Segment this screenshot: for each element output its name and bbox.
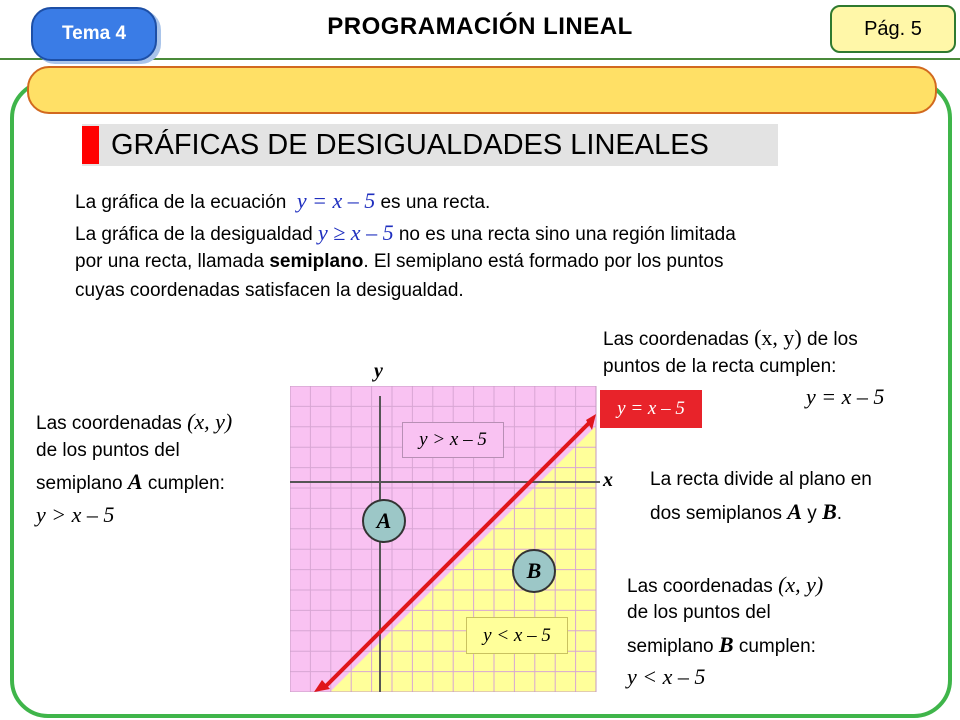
note-a-ineq: y > x – 5 [36, 502, 115, 527]
note-b-letter: B [718, 632, 734, 657]
note-line-text: Las coordenadas [603, 329, 749, 350]
note-divide-2 [650, 497, 842, 528]
note-line-2: puntos de la recta cumplen: [603, 356, 837, 377]
intro-line-4: cuyas coordenadas satisfacen la desigualdad. [75, 280, 464, 301]
intro-inequality: y ≥ x – 5 [317, 220, 394, 245]
note-b-3 [627, 630, 816, 661]
note-divide-b: B [822, 499, 837, 524]
note-divide-end: . [836, 503, 843, 524]
title-bullet [82, 126, 99, 164]
note-divide-and: y [807, 503, 817, 524]
section-title [82, 124, 778, 166]
note-a-1 [36, 407, 232, 438]
intro-line-3 [75, 247, 723, 276]
label-line-equation: y = x – 5 [600, 390, 702, 428]
intro-line-2 [75, 218, 736, 249]
intro-line2-prefix: La gráfica de la desigualdad [75, 224, 313, 245]
note-divide-a: A [787, 499, 802, 524]
intro-line3-suffix: . El semiplano está formado por los puntos [363, 251, 724, 272]
note-b-coords: (x, y) [778, 572, 824, 597]
intro-semiplano: semiplano [269, 251, 364, 272]
note-a-letter: A [127, 469, 143, 494]
yellow-bar [27, 66, 937, 114]
header-title: PROGRAMACIÓN LINEAL [327, 13, 633, 40]
intro-line3-prefix: por una recta, llamada [75, 251, 265, 272]
note-a-prefix: semiplano [36, 473, 123, 494]
note-divide-1: La recta divide al plano en [650, 469, 872, 490]
note-line-text-b: de los [807, 329, 858, 350]
intro-line-1 [75, 186, 490, 217]
note-a-suffix: cumplen: [147, 473, 225, 494]
section-title-text: GRÁFICAS DE DESIGUALDADES LINEALES [111, 128, 709, 161]
y-axis-label: y [374, 360, 383, 382]
x-axis-label: x [603, 469, 613, 491]
note-b-1 [627, 570, 823, 601]
note-line-coords: (x, y) [754, 325, 802, 350]
intro-equation: y = x – 5 [296, 188, 376, 213]
note-a-coords: (x, y) [187, 409, 233, 434]
note-a-text: Las coordenadas [36, 413, 182, 434]
note-line-1 [603, 323, 858, 354]
label-above-line: y > x – 5 [402, 422, 504, 458]
label-below-line: y < x – 5 [466, 617, 568, 654]
note-b-suffix: cumplen: [738, 636, 816, 657]
note-b-ineq: y < x – 5 [627, 664, 706, 689]
note-divide-prefix: dos semiplanos [650, 503, 783, 524]
note-b-prefix: semiplano [627, 636, 714, 657]
region-a-marker: A [362, 499, 406, 543]
note-a-3 [36, 467, 225, 498]
tema-badge: Tema 4 [31, 7, 157, 61]
note-b-text: Las coordenadas [627, 576, 773, 597]
page-number: Pág. 5 [830, 5, 956, 53]
note-a-2: de los puntos del [36, 440, 180, 461]
region-b-marker: B [512, 549, 556, 593]
note-b-2: de los puntos del [627, 602, 771, 623]
intro-line1-prefix: La gráfica de la ecuación [75, 192, 287, 213]
note-line-eq: y = x – 5 [806, 384, 885, 409]
intro-line1-suffix: es una recta. [380, 192, 491, 213]
intro-line2-suffix: no es una recta sino una región limitada [398, 224, 736, 245]
